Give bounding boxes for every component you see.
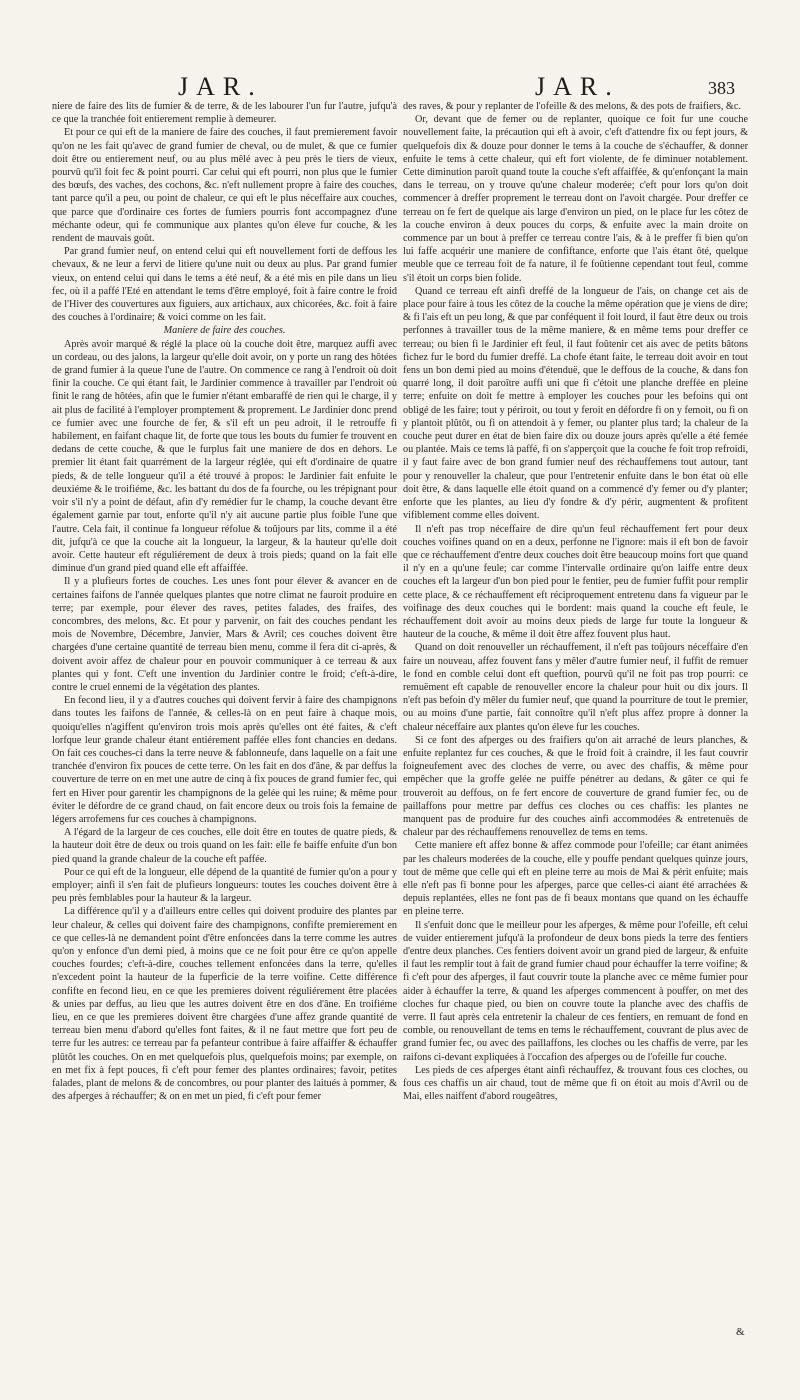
paragraph: La différence qu'il y a d'ailleurs entre celles qui doivent produire des plantes par leur chaleur, & celles qui doivent faire des champignons, confifte premierement en ce que celles-là ne demandent point d'être enfoncées dans la terre comme les autres qu'on y enfonce d'un demi pied, à moins que ce ne foit pour être ce qu'on appelle couches fourdes; c'eft-à-dire, couches tellement enfoncées dans la terre, qu'elles n'excedent point la hauteur de la fuperficie de la terre voifine. Cette différence confifte en fecond lieu, en ce que les premieres doivent réguliérement être placées & unies par deffus, au lieu que les autres doivent être en dos d'âne. En troifiéme lieu, en ce que les premieres doivent être chargées d'une affez grande quantité de terreau bien menu d'abord qu'elles font faites, & il ne faut mettre que fort peu de terre fur les autres: ce terreau par fa pefanteur contribue à faire affaiffer & échauffer plûtôt les couches. On en met quelquefois plus, quelquefois moins; par exemple, on en met fix à fept pouces, fi c'eft pour femer des plantes ordinaires; favoir, petites falades, plant de melons & de concombres, ou pour planter des laitués à pommer, & des afperges à réchauffer; & on en met un pied, fi c'eft pour femer [52, 906, 397, 1103]
paragraph: Si ce font des afperges ou des fraifiers qu'on ait arraché de leurs planches, & enfuite replantez fur ces couches, & que le froid foit à craindre, il les faut couvrir foigneufement avec des cloches de verre, ou avec des chaffis, & même pour empêcher que la groffe gelée ne puiffe pénétrer au dedans, & gâter ce qui fe trouveroit au deffous, on fe fert encore de couverture de grand fumier fec, ou de paillaffons pour mettre par deffus ces cloches ou ces chaffis: les plantes ne manquent pas de produire fur des couches ainfi accommodées & entretenuës de chaleur par des réchauffemens renouvellez de tems en tems. [403, 734, 748, 839]
running-head-left: JAR. [178, 72, 263, 101]
paragraph: Et pour ce qui eft de la maniere de faire des couches, il faut premierement favoir qu'on ne les fait qu'avec de grand fumier de cheval, ou de mulet, & que ce fumier doit être ou entierement neuf, ou au plus mêlé avec à peu près le tiers de vieux, pourvû qu'il foit fec & point pourri. Car celui qui eft pourri, non plus que le fumier des bœufs, des vaches, des cochons, &c. n'eft nullement propre à faire des couches, tant parce qu'il a peu, ou point de chaleur, ce qui eft le plus néceffaire aux couches, que parce que d'ordinaire ces fortes de fumiers pourris font accompagnez d'une méchante odeur, qui fe communique aux plantes qu'on éleve fur couche, & les rendent de mauvais goût. [52, 127, 397, 245]
paragraph: Quand ce terreau eft ainfi dreffé de la longueur de l'ais, on change cet ais de place pour faire à tous les côtez de la couche la même opération que je viens de dire; & fi l'ais eft un peu long, & que par conféquent il foit lourd, il faut être deux ou trois perfonnes à travailler tous de la même maniere, & en même tems pour dreffer ce terreau; ou bien fi le Jardinier eft feul, il faut foûtenir cet ais avec de petits bâtons fichez fur le bord du fumier dreffé. La chofe étant faite, le terreau doit avoir en tout fens un bon demi pied au moins d'étenduë, que le deffous de la couche, & dans fon quarré long, il doit paroître auffi uni que fi c'étoit une planche dreffée en pleine terre; enfuite on doit fe mettre à employer les couches pour les befoins qui ont obligé de les faire; tout y périroit, ou tout y feroit en défordre fi on y femoit, ou fi on y plantoit plûtôt, ou fi on attendoit à y femer, ou planter plus tard; la chaleur de la couche peut durer en état de bien faire dix ou douze jours après qu'elle a été femée ou plantée. Mais ce tems là paffé, fi on s'apperçoit que la couche fe foit trop refroidi, il y faut faire avec de bon grand fumier neuf des réchauffemens tout autour, tant pour y renouveller la chaleur, que pour l'entretenir enfuite dans le bon état où elle doit être, & dans laquelle elle étoit quand on a commencé d'y femer ou d'y planter; enforte que les plantes, au lieu d'y fondre & d'y périr, augmentent & profitent vifiblement comme elles doivent. [403, 285, 748, 522]
paragraph: Cette maniere eft affez bonne & affez commode pour l'ofeille; car étant animées par les chaleurs moderées de la couche, elle y pouffe pendant quelques quinze jours, tout de même que celle qui eft en pleine terre au mois de Mai & périt enfuite; mais elle n'eft pas fi bonne pour les afperges, parce que celles-ci aiant été arrachées & depuis replantées, elles ne font pas de fi beaux montans que quand on les échauffe en pleine terre. [403, 840, 748, 918]
paragraph: Or, devant que de femer ou de replanter, quoique ce foit fur une couche nouvellement faite, la précaution qui eft à avoir, c'eft d'attendre fix ou fept jours, & quelquefois dix & douze pour donner le tems à la couche de s'échauffer, & donner enfuite le tems à cette chaleur, qui eft fort violente, de fe diminuer notablement. Cette diminution paroît quand toute la couche s'eft affaiffée, & qu'enfonçant la main dans le terreau, on y trouve qu'une chaleur moderée; c'eft pour lors qu'on doit commencer à dreffer proprement le terreau dont on l'avoit chargée. Pour dreffer ce terreau on fe fert de quelque ais large d'environ un pied, on le place fur les côtez de la couche environ à deux pouces du corps, & enfuite avec la main droite on commence par un bout à preffer ce terreau contre l'ais, & à le preffer fi bien qu'on lui faffe acquérir une maniere de confiftance, enforte que l'ais étant ôté, quelque meuble que ce terreau foit de fa nature, il fe foûtienne cependant tout feul, comme s'il étoit un corps bien folide. [403, 114, 748, 284]
paragraph: Les pieds de ces afperges étant ainfi réchauffez, & trouvant fous ces cloches, ou fous ces chaffis un air chaud, tout de même que fi on étoit au mois d'Avril ou de Mai, elles naiffent d'abord rougeâtres, [403, 1064, 748, 1103]
paragraph: Pour ce qui eft de la longueur, elle dépend de la quantité de fumier qu'on a pour y employer; ainfi il s'en fait de plufieurs longueurs: toutes les couches doivent être à peu près femblables pour la hauteur & la largeur. [52, 866, 397, 905]
section-heading: Maniere de faire des couches. [163, 325, 286, 337]
running-head-right: JAR. [535, 72, 620, 101]
catchword: & [736, 1326, 745, 1338]
paragraph: niere de faire des lits de fumier & de terre, & de les labourer l'un fur l'autre, jufqu'à ce que la tranchée foit entierement remplie à demeurer. [52, 101, 397, 126]
left-column [52, 100, 397, 1385]
paragraph: Il s'enfuit donc que le meilleur pour les afperges, & même pour l'ofeille, eft celui de vuider entierement jufqu'à la profondeur de deux bons pieds la terre des fentiers d'entre deux planches. Ces fentiers doivent avoir un grand pied de largeur, & enfuite il faut les remplir tout à fait de grand fumier chaud pour échauffer la terre voifine; & fi c'eft pour des afperges, il faut couvrir toute la planche avec ce même fumier pour aider à échauffer la terre, & quand les afperges commencent à pouffer, on met des cloches fur chaque pied, ou bien on couvre toute la planche avec des chaffis de verre. Il faut après cela entretenir la chaleur de ces fentiers, en remuant de fond en comble, ou renouvellant de tems en tems le réchauffement, couvrant de plus avec de grand fumier fec, ou avec des paillaffons, les cloches ou les chaffis de verre, par les raifons ci-devant expliquées à l'occafion des afperges ou de l'ofeille fur couche. [403, 919, 748, 1063]
paragraph: Quand on doit renouveller un réchauffement, il n'eft pas toûjours néceffaire d'en faire un nouveau, affez fouvent fans y mêler d'autre fumier neuf, il fuffit de remuer le fond en comble celui dont eft queftion, pourvû qu'il ne foit pas trop pourri: ce remuëment eft capable de renouveller encore la chaleur pour huit ou dix jours. Il n'eft pas befoin d'y mêler du fumier neuf, que quand la pourriture de tout le premier, ou au moins d'une partie, fait connoître qu'il n'eft plus affez propre à donner la chaleur néceffaire aux plantes qu'on éleve fur les couches. [403, 642, 748, 733]
paragraph: Après avoir marqué & réglé la place où la couche doit être, marquez auffi avec un cordeau, ou des jalons, la largeur qu'elle doit avoir, on y porte un rang des hôtées de grand fumier à la queue l'une de l'autre. On commence ce rang à l'endroit où doit finir la couche. Ce qui étant fait, le Jardinier commence à travailler par l'endroit où finit le rang de hôtées, afin que le fumier n'étant embaraffé de rien qui le charge, il y ait plus de facilité à l'employer promptement & proprement. Le Jardinier donc prend ce fumier avec une fourche de fer, & s'il eft un peu adroit, il le retrouffe fi habilement, en faifant chaque lit, de forte que tous les bouts du fumier fe trouvent en dedans de cette couche, & que le furplus fait une maniere de dos en dehors. Le premier lit étant fait quarrément de la largeur réglée, qui eft d'ordinaire de quatre pieds, & de telle longueur qu'il a été trouvé à propos: le Jardinier fait enfuite le deuxiéme & le troifiéme, &c. les battant du dos de fa fourche, ou les trépignant pour voir s'il n'y a point de défaut, afin d'y remédier fur le champ, la couche devant être également garnie par tout, enforte qu'il n'y ait aucune partie plus foible l'une que l'autre. Cela fait, il continue fa longueur réfolue & toûjours par lits, comme il a été dit, jufqu'à ce que la couche ait la longueur, la largeur, & la hauteur qu'elle doit avoir. Cette hauteur eft réguliérement de deux à trois pieds; quand on la fait elle diminue d'un grand pied quand elle eft affaiffée. [52, 338, 397, 575]
paragraph: Il y a plufieurs fortes de couches. Les unes font pour élever & avancer en de certaines faifons de l'année quelques plantes que notre climat ne fauroit produire en terre; par exemple, pour élever des raves, petites falades, des fraifes, des concombres, des melons, &c. Et pour y parvenir, on fait des couches pendant les mois de Novembre, Décembre, Janvier, Mars & Avril; ces couches doivent être chargées d'une certaine quantité de terreau bien menu, comme il fera dit ci-après, & doivent avoir affez de chaleur pour en pouvoir communiquer à ce terreau & aux plantes qui y font. C'eft une invention du Jardinier contre le froid; c'eft-à-dire, contre le cruel ennemi de la végétation des plantes. [52, 576, 397, 693]
paragraph: En fecond lieu, il y a d'autres couches qui doivent fervir à faire des champignons dans toutes les faifons de l'année, & celles-là on en peut faire à chaque mois, quoiqu'elles n'agiffent qu'environ trois mois après qu'elles ont été faites, & c'eft lorfque leur grande chaleur étant entiérement paffée elles font chancies en dedans. On fait ces couches-ci dans la terre neuve & fablonneufe, dans laquelle on a fait une tranchée d'environ fix pouces de cette terre. On les fait en dos d'âne, & par deffus la couverture de terre on en met une autre de cinq à fix pouces de grand fumier fec, qui fert en Hiver pour garentir les champignons de la gelée qui les ruine; & même pour éviter le défordre de ce grand chaud, on fait encore deux ou trois fois la femaine de légers arrofemens fur ces couches à champignons. [52, 695, 397, 825]
page-number: 383 [708, 78, 735, 98]
paragraph: A l'égard de la largeur de ces couches, elle doit être en toutes de quatre pieds, & la hauteur doit être de deux ou trois quand on les fait: elle fe baiffe enfuite d'un bon pied quand la grande chaleur de la couche eft paffée. [52, 827, 397, 865]
paragraph: Il n'eft pas trop néceffaire de dire qu'un feul réchauffement fert pour deux couches voifines quand on en a deux, perfonne ne l'ignore: mais il eft bon de favoir que ce réchauffement d'entre deux couches doit être beaucoup moins fort que quand il n'y en a qu'une feule; car comme l'intervalle ordinaire qu'on laiffe entre deux couches eft la largeur d'un bon pied pour le fentier, peu de fumier fuffit pour remplir cette place, & ce réchauffement eft réciproquement entretenu dans fa vigueur par le voifinage des deux couches qui le bordent: mais quand la couche eft feule, le réchauffement doit avoir au moins deux pieds de large fur toute la longueur & hauteur de la couche, & même il doit être affez fouvent plus haut. [403, 523, 748, 641]
paragraph: des raves, & pour y replanter de l'ofeille & des melons, & des pots de fraifiers, &c. [403, 101, 741, 112]
right-column [403, 100, 748, 1385]
paragraph: Par grand fumier neuf, on entend celui qui eft nouvellement forti de deffous les chevaux, & ne leur a fervi de litiere qu'une nuit ou deux au plus. Par grand fumier vieux, on entend celui qui dans le tems a été neuf, & a été mis en pile dans un lieu fec, où il a paffé l'Eté en attendant le tems d'être employé, foit à faire contre le froid de l'Hiver des couvertures aux figuiers, aux artichaux, aux chicorées, &c. foit à faire des couches à l'ordinaire; & voici comme on les fait. [52, 246, 397, 324]
